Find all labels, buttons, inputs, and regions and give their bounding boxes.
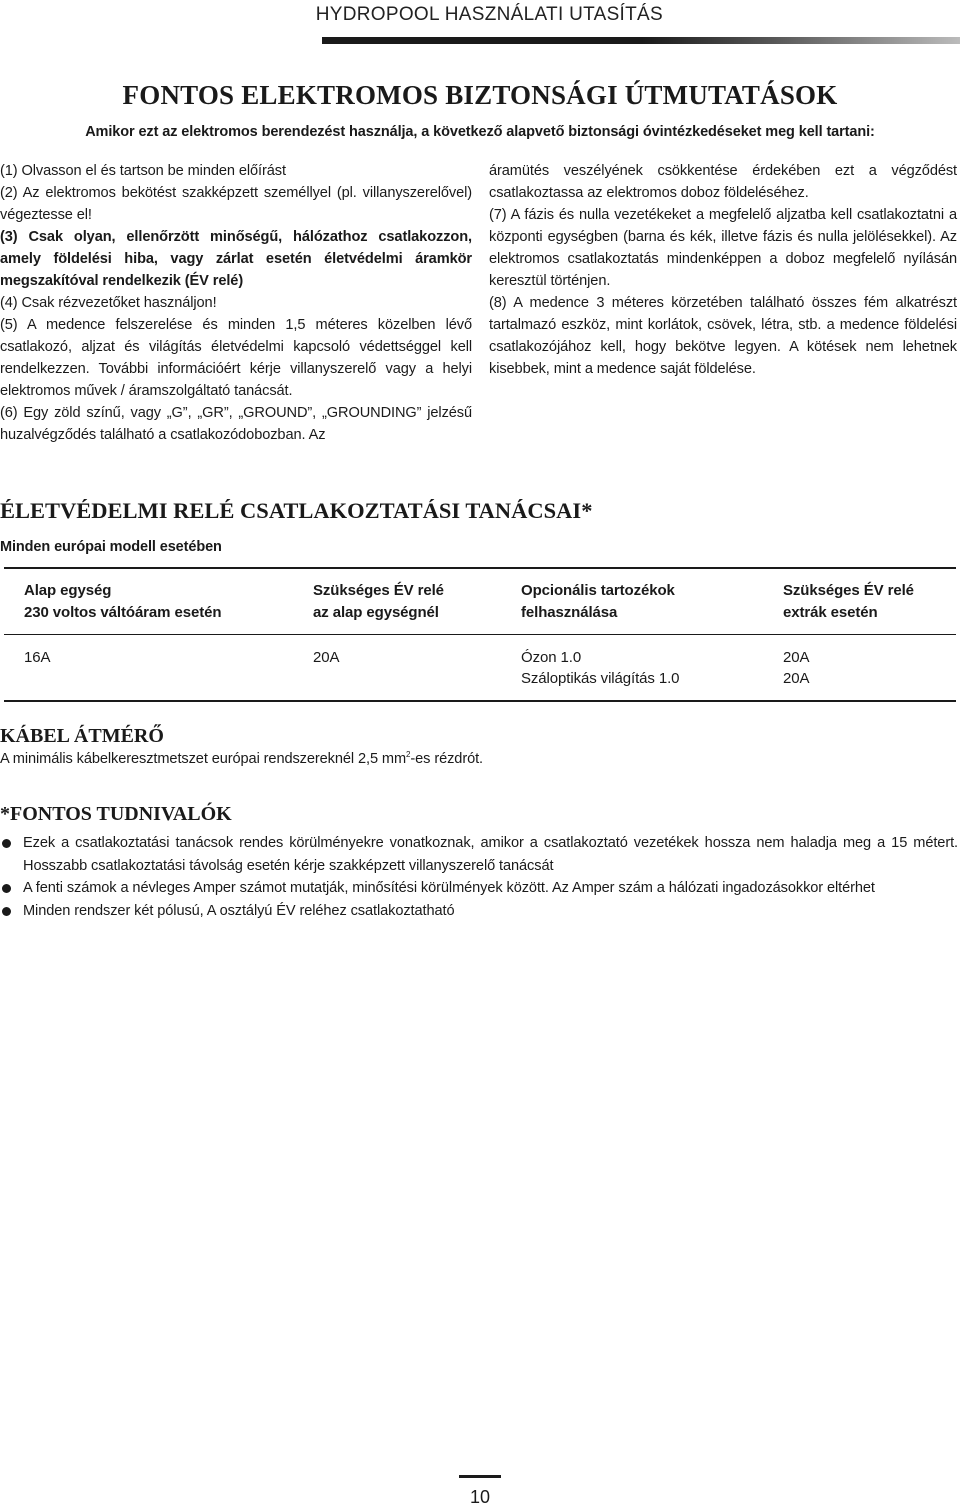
- table-cell-option-relay-1: 20A: [783, 649, 810, 666]
- safety-item-3: (3) Csak olyan, ellenőrzött minőségű, hálózathoz csatlakozzon, amely földelési hiba, vagy zárlat esetén életvédelmi áramkör megszakítóval rendelkezik (ÉV relé): [0, 229, 472, 289]
- cable-section-title: KÁBEL ÁTMÉRŐ: [0, 725, 164, 747]
- relay-section-subtitle: Minden európai modell esetében: [0, 539, 222, 555]
- bullet-icon: [2, 884, 11, 893]
- bullet-icon: [2, 907, 11, 916]
- safety-item-5: (5) A medence felszerelése és minden 1,5 méteres közelben lévő csatlakozó, aljzat és világítás életvédelmi kapcsoló védettséggel kell rendelkezzen. További információért kérje villanyszerelő vagy a helyi elektromos művek / áramszolgáltató tanácsát.: [0, 317, 472, 399]
- table-cell-option-lighting: Száloptikás világítás 1.0: [521, 670, 680, 687]
- safety-item-8: (8) A medence 3 méteres körzetében található összes fém alkatrészt tartalmazó eszköz, mint korlátok, csövek, létra, stb. a medence földelési csatlakozójához kell, hogy bekötve legyen. A kötések nem lehetnek kisebbek, mint a medence saját földelése.: [489, 295, 957, 377]
- table-header-base-relay: Szükséges ÉV relé az alap egységnél: [313, 582, 444, 621]
- safety-item-6: (6) Egy zöld színű, vagy „G”, „GR”, „GROUND”, „GROUNDING” jelzésű huzalvégződés található a csatlakozódobozban. Az: [0, 405, 472, 443]
- table-cell-base: 16A: [24, 649, 51, 666]
- safety-item-4: (4) Csak rézvezetőket használjon!: [0, 295, 217, 311]
- header-rule-fade: [642, 37, 960, 44]
- list-item: Minden rendszer két pólusú, A osztályú ÉV reléhez csatlakoztatható: [0, 900, 958, 923]
- relay-section-title: ÉLETVÉDELMI RELÉ CSATLAKOZTATÁSI TANÁCSAI*: [0, 498, 593, 523]
- table-cell-option-ozone: Ózon 1.0: [521, 649, 582, 666]
- footer-rule: [459, 1475, 501, 1478]
- intro-text: Amikor ezt az elektromos berendezést használja, a következő alapvető biztonsági óvintézkedéseket meg kell tartani:: [85, 124, 875, 140]
- notes-list: [0, 832, 958, 922]
- table-bottom-rule: [4, 700, 956, 702]
- table-top-rule: [4, 567, 956, 569]
- header-rule: [322, 37, 642, 44]
- table-cell-option-relay-2: 20A: [783, 670, 810, 687]
- safety-item-6-continued: áramütés veszélyének csökkentése érdekében ezt a végződést csatlakoztassa az elektromos doboz földeléséhez.: [489, 163, 957, 201]
- table-header-option-relay: Szükséges ÉV relé extrák esetén: [783, 582, 914, 621]
- bullet-icon: [2, 839, 11, 848]
- table-cell-base-relay: 20A: [313, 649, 340, 666]
- notes-section-title: *FONTOS TUDNIVALÓK: [0, 803, 232, 825]
- left-column: [0, 160, 472, 446]
- safety-item-7: (7) A fázis és nulla vezetékeket a megfelelő aljzatba kell csatlakoztatni a központi egységben (barna és kék, illetve fázis és nulla jelölésekkel). Az elektromos csatlakoztatás mindenképpen a doboz megfelelő nyílásán keresztül történjen.: [489, 207, 957, 289]
- list-item: Ezek a csatlakoztatási tanácsok rendes körülményekre vonatkoznak, amikor a csatlakoztató vezetékek hossza nem haladja meg a 15 métert. Hosszabb csatlakoztatási távolság esetén kérje szakképzett villanyszerelő tanácsát: [0, 832, 958, 877]
- table-header-options: Opcionális tartozékok felhasználása: [521, 582, 675, 621]
- table-header-rule: [4, 634, 956, 635]
- page-title: FONTOS ELEKTROMOS BIZTONSÁGI ÚTMUTATÁSOK: [122, 80, 838, 110]
- document-header-title: HYDROPOOL HASZNÁLATI UTASÍTÁS: [315, 4, 663, 25]
- right-column: [489, 160, 957, 380]
- page-number: 10: [469, 1487, 491, 1507]
- table-header-base-unit: Alap egység 230 voltos váltóáram esetén: [24, 582, 222, 621]
- cable-section-text: A minimális kábelkeresztmetszet európai rendszereknél 2,5 $mm^2-es$ rézdrót.: [0, 750, 484, 767]
- safety-item-1: (1) Olvasson el és tartson be minden előírást: [0, 163, 286, 179]
- list-item: A fenti számok a névleges Amper számot mutatják, minősítési körülmények között. Az Amper szám a hálózati ingadozásokkor eltérhet: [0, 877, 958, 900]
- safety-item-2: (2) Az elektromos bekötést szakképzett személlyel (pl. villanyszerelővel) végeztesse el!: [0, 185, 472, 223]
